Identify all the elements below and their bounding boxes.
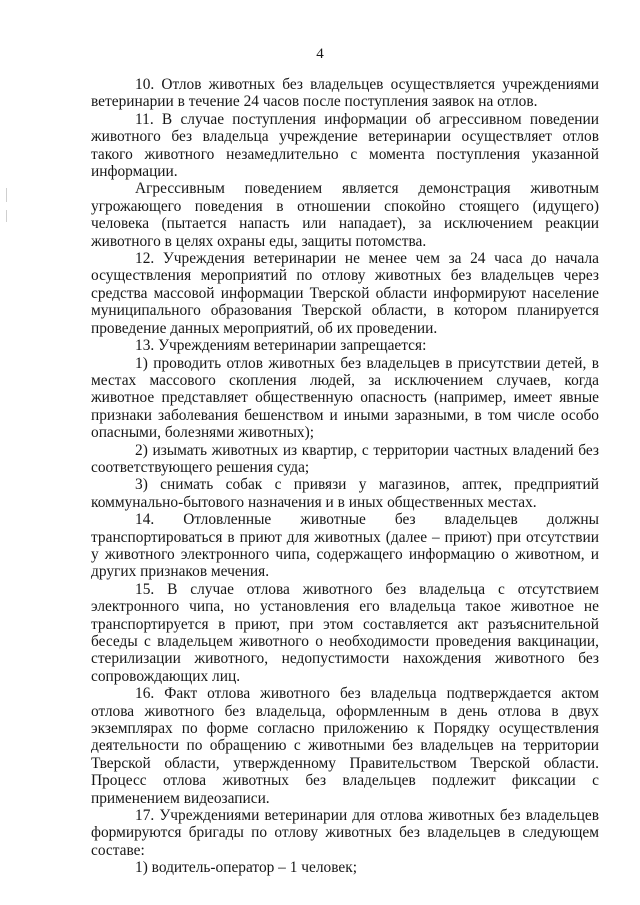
paragraph-11: 11. В случае поступления информации об агрессивном поведении животного без владельца учреждение ветеринарии осуществляет отлов такого животного незамедлительно с момента поступления указанной информации. bbox=[91, 110, 599, 181]
paragraph-17: 17. Учреждениями ветеринарии для отлова животных без владельцев формируются бригады по отлову животных без владельцев в следующем составе: bbox=[91, 807, 599, 859]
paragraph-14: 14. Отловленные животные без владельцев должны транспортироваться в приют для животных (далее – приют) при отсутствии у животного электронного чипа, содержащего информацию о животном, и других признаков мечения. bbox=[91, 511, 599, 581]
paragraph-17-item-1: 1) водитель-оператор – 1 человек; bbox=[135, 859, 357, 877]
paragraph-15: 15. В случае отлова животного без владельца с отсутствием электронного чипа, но установления его владельца такое животное не транспортируется в приют, при этом составляется акт разъяснительной беседы с владельцем животного о необходимости проведения вакцинации, стерилизации животного, недопустимости нахождения животного без сопровождающих лиц. bbox=[91, 580, 599, 685]
page-number: 4 bbox=[316, 46, 324, 62]
paragraph-12: 12. Учреждения ветеринарии не менее чем за 24 часа до начала осуществления мероприятий по отлову животных без владельцев через средства массовой информации Тверской области информируют население муниципального образования Тверской области, в котором планируется проведение данных мероприятий, об их проведении. bbox=[91, 250, 599, 337]
paragraph-16: 16. Факт отлова животного без владельца подтверждается актом отлова животного без владельца, оформленным в день отлова в двух экземплярах по форме согласно приложению к Порядку осуществления деятельности по обращению с животными без владельцев на территории Тверской области, утвержденному Правительством Тверской области. Процесс отлова животных без владельцев подлежит фиксации с применением видеозаписи. bbox=[91, 685, 599, 807]
paragraph-13: 13. Учреждениям ветеринарии запрещается: bbox=[135, 337, 427, 355]
paragraph-13-item-3: 3) снимать собак с привязи у магазинов, аптек, предприятий коммунально-бытового назначения и в иных общественных местах. bbox=[91, 476, 599, 511]
paragraph-10: 10. Отлов животных без владельцев осуществляется учреждениями ветеринарии в течение 24 часов после поступления заявок на отлов. bbox=[91, 76, 599, 111]
margin-scan-mark bbox=[6, 188, 7, 202]
paragraph-13-item-2: 2) изымать животных из квартир, с территории частных владений без соответствующего решения суда; bbox=[91, 441, 599, 476]
paragraph-aggressive-definition: Агрессивным поведением является демонстрация животным угрожающего поведения в отношении спокойно стоящего (идущего) человека (пытается напасть или нападает), за исключением реакции животного в целях охраны еды, защиты потомства. bbox=[91, 180, 599, 250]
margin-scan-mark bbox=[6, 210, 7, 222]
document-body bbox=[91, 76, 599, 877]
paragraph-13-item-1: 1) проводить отлов животных без владельцев в присутствии детей, в местах массового скопления людей, за исключением случаев, когда животное представляет общественную опасность (например, имеет явные признаки заболевания бешенством и иными заразными, в том числе особо опасными, болезнями животных); bbox=[91, 354, 599, 442]
